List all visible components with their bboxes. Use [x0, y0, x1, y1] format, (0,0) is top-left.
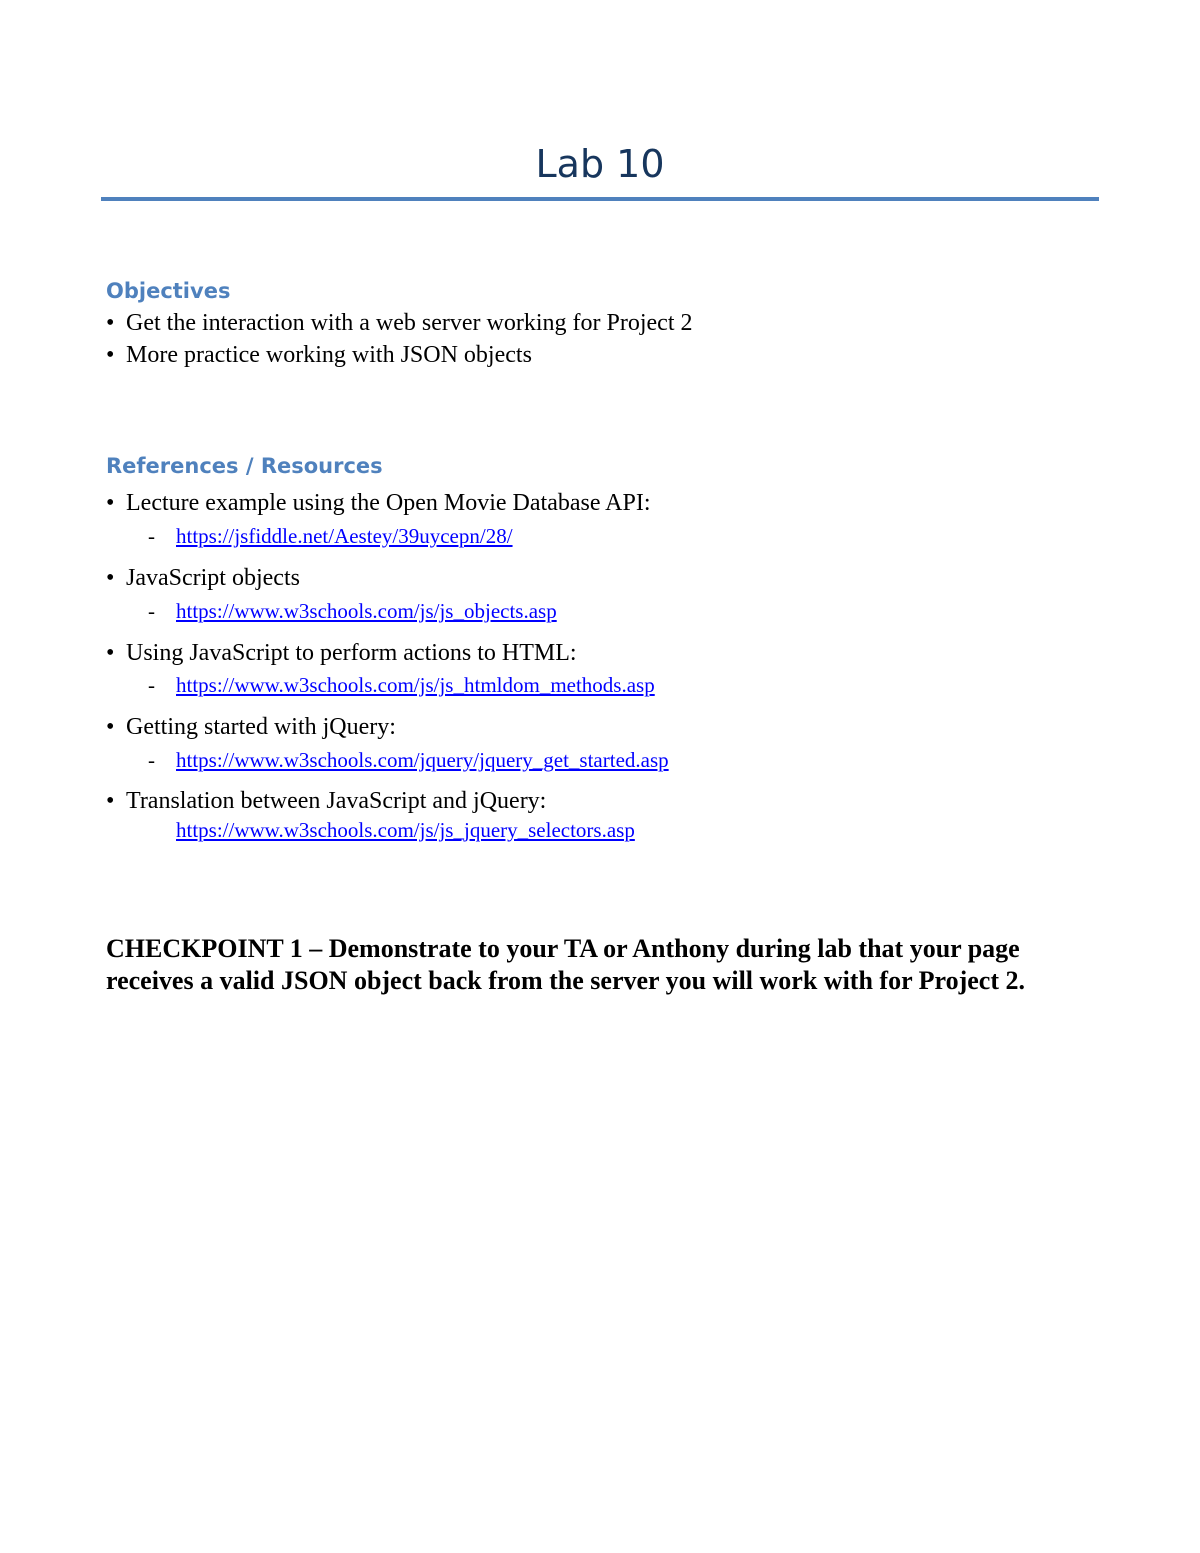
reference-link[interactable]: https://jsfiddle.net/Aestey/39uycepn/28/ [176, 524, 513, 548]
objective-text: More practice working with JSON objects [126, 342, 532, 368]
page-title: Lab 10 [535, 142, 665, 186]
dash-marker: - [148, 673, 155, 697]
bullet-icon: • [106, 490, 115, 516]
reference-link-row [148, 745, 669, 775]
bullet-icon: • [106, 640, 115, 666]
reference-link[interactable]: https://www.w3schools.com/js/js_htmldom_methods.asp [176, 673, 655, 697]
reference-link[interactable]: https://www.w3schools.com/js/js_jquery_selectors.asp [176, 818, 635, 842]
dash-marker: - [148, 599, 155, 623]
reference-link-row [148, 596, 557, 626]
reference-link[interactable]: https://www.w3schools.com/jquery/jquery_get_started.asp [176, 748, 669, 772]
reference-item [106, 562, 300, 594]
bullet-icon: • [106, 565, 115, 591]
references-heading: References / Resources [106, 454, 383, 478]
objective-item [106, 307, 692, 339]
bullet-icon: • [106, 714, 115, 740]
reference-link-row [148, 521, 513, 551]
bullet-icon: • [106, 788, 115, 814]
reference-item [106, 785, 546, 817]
reference-text: Lecture example using the Open Movie Database API: [126, 490, 651, 516]
bullet-icon: • [106, 342, 115, 368]
reference-text: Translation between JavaScript and jQuery: [126, 788, 547, 814]
objective-text: Get the interaction with a web server working for Project 2 [126, 310, 693, 336]
reference-link-row [148, 815, 635, 845]
reference-link[interactable]: https://www.w3schools.com/js/js_objects.asp [176, 599, 557, 623]
reference-item [106, 637, 577, 669]
objectives-heading: Objectives [106, 279, 231, 303]
checkpoint-text: CHECKPOINT 1 – Demonstrate to your TA or Anthony during lab that your page receives a valid JSON object back from the server you will work with for Project 2. [106, 934, 1025, 995]
bullet-icon: • [106, 310, 115, 336]
title-underline [101, 197, 1099, 201]
reference-item [106, 487, 651, 519]
reference-text: JavaScript objects [126, 565, 300, 591]
reference-text: Getting started with jQuery: [126, 714, 396, 740]
objective-item [106, 339, 532, 371]
reference-link-row [148, 670, 655, 700]
dash-marker: - [148, 524, 155, 548]
dash-marker: - [148, 748, 155, 772]
reference-text: Using JavaScript to perform actions to HTML: [126, 640, 577, 666]
reference-item [106, 711, 396, 743]
